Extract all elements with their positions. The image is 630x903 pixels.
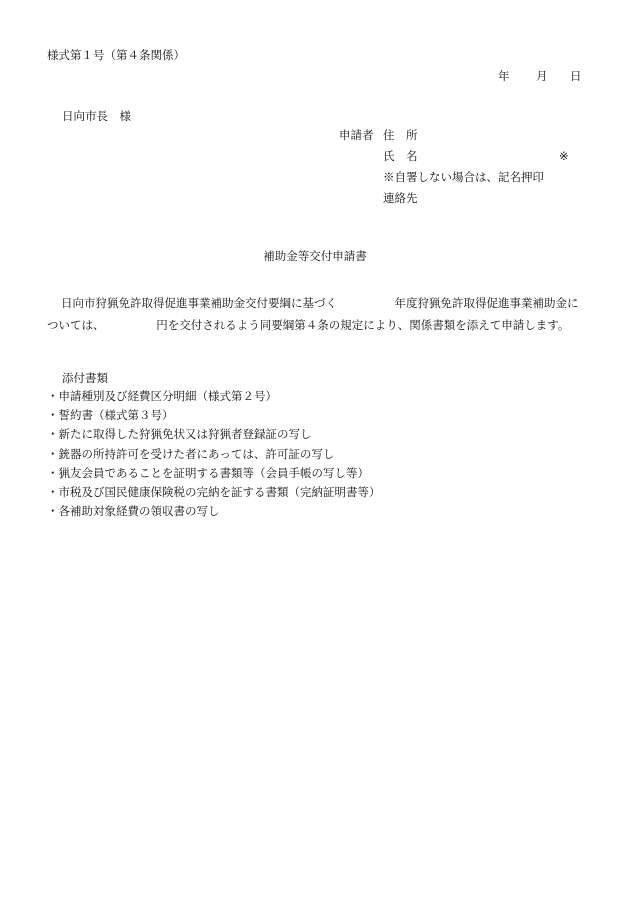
applicant-address-row — [339, 130, 544, 151]
list-item: ・各補助対象経費の領収書の写し — [47, 504, 220, 519]
list-item: ・銃器の所持許可を受けた者にあっては、許可証の写し — [47, 446, 335, 461]
list-item: ・申請種別及び経費区分明細（様式第２号） — [47, 389, 277, 403]
applicant-address-label: 住 所 — [383, 128, 418, 142]
list-item: ・新たに取得した狩猟免状又は狩猟者登録証の写し — [47, 427, 312, 442]
addressee: 日向市長 様 — [62, 109, 131, 123]
applicant-contact-label: 連絡先 — [383, 191, 418, 205]
document-title: 補助金等交付申請書 — [263, 249, 367, 263]
body-line-1: 日向市狩猟免許取得促進事業補助金交付要綱に基づく 年度狩猟免許取得促進事業補助金に — [61, 296, 579, 310]
applicant-block — [339, 128, 569, 214]
body-text — [47, 292, 592, 336]
date-month: 月 — [536, 69, 548, 83]
attachments-heading: 添付書類 — [62, 371, 108, 385]
form-number: 様式第１号（第４条関係） — [47, 48, 185, 62]
applicant-name-row — [339, 149, 569, 172]
body-line-2: ついては、 円を交付されるよう同要綱第４条の規定により、関係書類を添えて申請します。 — [47, 318, 570, 332]
applicant-contact-row — [339, 193, 544, 214]
applicant-note-row — [339, 172, 544, 193]
list-item: ・猟友会員であることを証明する書類等（会員手帳の写し等） — [47, 465, 369, 480]
date-year: 年 — [498, 69, 510, 83]
applicant-name-label: 氏 名 — [383, 149, 418, 163]
applicant-label: 申請者 — [339, 128, 374, 142]
date-day: 日 — [570, 69, 582, 83]
list-item: ・市税及び国民健康保険税の完納を証する書類（完納証明書等） — [47, 484, 381, 499]
date-line — [498, 71, 582, 83]
list-item: ・誓約書（様式第３号） — [47, 408, 174, 423]
applicant-note: ※自署しない場合は、記名押印 — [383, 170, 544, 184]
attachments-list — [47, 391, 381, 525]
name-mark: ※ — [559, 149, 569, 163]
